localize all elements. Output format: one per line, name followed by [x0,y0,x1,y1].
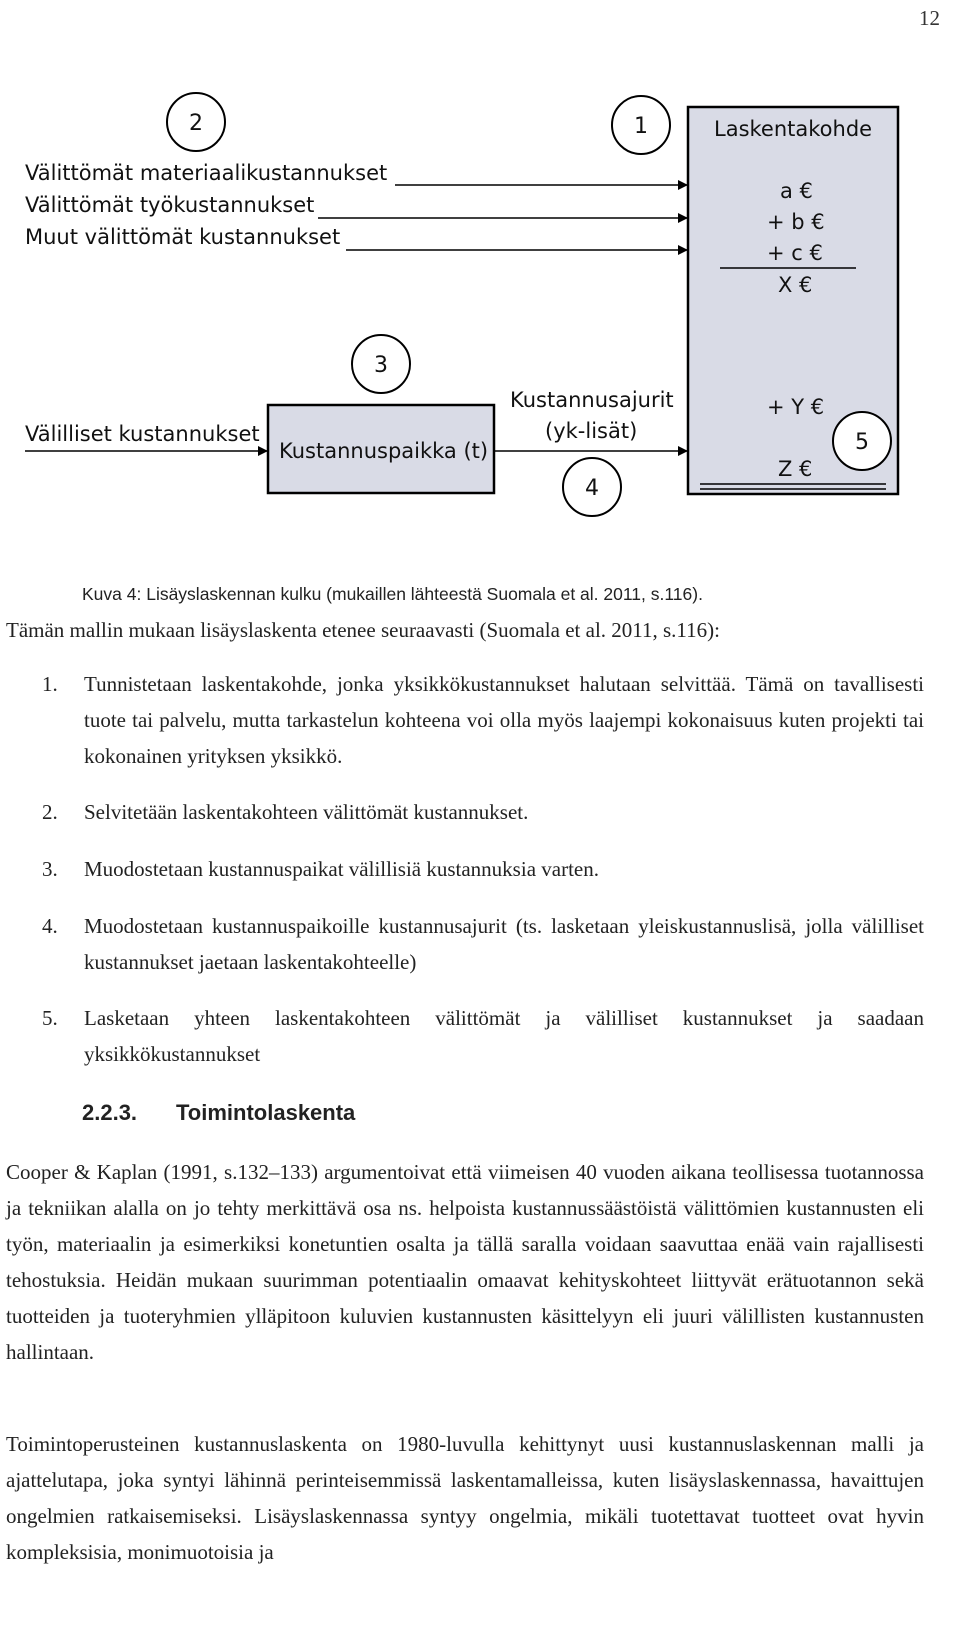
cost-object-title: Laskentakohde [714,117,873,141]
list-item [6,794,924,830]
list-item [6,666,924,774]
step-text: Muodostetaan kustannuspaikat välillisiä kustannuksia varten. [84,857,599,881]
step-number: 4. [42,914,58,938]
step-number: 3. [42,857,58,881]
indirect-costs-label: Välilliset kustannukset [25,422,260,446]
body-paragraph-2: Toimintoperusteinen kustannuslaskenta on 1980-luvulla kehittynyt uusi kustannuslaskennan malli ja ajattelutapa, joka syntyi lähinnä perinteisemmissä laskentamalleissa, kuten lisäyslaskennassa, havaittujen ongelmien ratkaisemiseksi. Lisäyslaskennassa syntyy ongelmia, mikäli tuotettavat tuotteet ovat hyvin kompleksisia, monimuotoisia ja [6,1432,924,1564]
calc-a: a € [780,179,813,203]
step-number: 5. [42,1006,58,1030]
circle-5-label: 5 [855,430,869,455]
cost-center-label: Kustannuspaikka (t) [279,439,489,463]
step-number: 2. [42,800,58,824]
steps-list [6,666,924,1072]
page-number: 12 [919,6,940,30]
step-text: Selvitetään laskentakohteen välittömät kustannukset. [84,800,529,824]
list-item [6,851,924,887]
section-number: 2.2.3. [82,1100,138,1125]
list-item [6,908,924,980]
circle-3-label: 3 [374,353,388,378]
cost-flow-diagram [0,0,960,560]
calc-x: X € [778,273,813,297]
section-heading [82,1100,355,1126]
circle-4-label: 4 [585,476,599,501]
section-title: Toimintolaskenta [176,1100,356,1125]
step-number: 1. [42,672,58,696]
calc-y: + Y € [767,395,825,419]
direct-cost-materials: Välittömät materiaalikustannukset [25,161,388,185]
step-text: Muodostetaan kustannuspaikoille kustannusajurit (ts. lasketaan yleiskustannuslisä, jolla välilliset kustannukset jaetaan laskentakohteelle) [84,914,924,974]
circle-1-label: 1 [634,114,648,139]
step-text: Lasketaan yhteen laskentakohteen välittömät ja välilliset kustannukset ja saadaan yksikkökustannukset [84,1006,924,1066]
cost-drivers-label: Kustannusajurit [510,388,674,412]
direct-cost-labour: Välittömät työkustannukset [25,193,315,217]
intro-paragraph: Tämän mallin mukaan lisäyslaskenta etenee seuraavasti (Suomala et al. 2011, s.116): [6,618,720,642]
step-text: Tunnistetaan laskentakohde, jonka yksikkökustannukset halutaan selvittää. Tämä on tavallisesti tuote tai palvelu, mutta tarkastelun kohteena voi olla myös laajempi kokonaisuus kuten projekti tai kokonainen yrityksen yksikkö. [84,672,924,768]
body-paragraph-1: Cooper & Kaplan (1991, s.132–133) argumentoivat että viimeisen 40 vuoden aikana teollisessa tuotannossa ja tekniikan alalla on jo tehty merkittävä osa ns. helpoista kustannussäästöistä välittömien kustannusten eli työn, materiaalin ja esimerkiksi konetuntien osalta ja tällä saralla voidaan saavuttaa enää vain rajallisesti tehostuksia. Heidän mukaan suurimman potentiaalin omaavat kehityskohteet liittyvät erätuotannon sekä tuotteiden ja tuoteryhmien ylläpitoon kuluvien kustannusten käsittelyyn eli juuri välillisten kustannusten hallintaan. [6,1160,924,1364]
calc-c: + c € [767,241,823,265]
list-item [6,1000,924,1072]
cost-drivers-sub-label: (yk-lisät) [545,419,638,443]
calc-b: + b € [767,210,825,234]
direct-cost-other: Muut välittömät kustannukset [25,225,341,249]
circle-2-label: 2 [189,111,203,136]
figure-caption: Kuva 4: Lisäyslaskennan kulku (mukaillen lähteestä Suomala et al. 2011, s.116). [82,584,703,604]
calc-z: Z € [778,457,813,481]
